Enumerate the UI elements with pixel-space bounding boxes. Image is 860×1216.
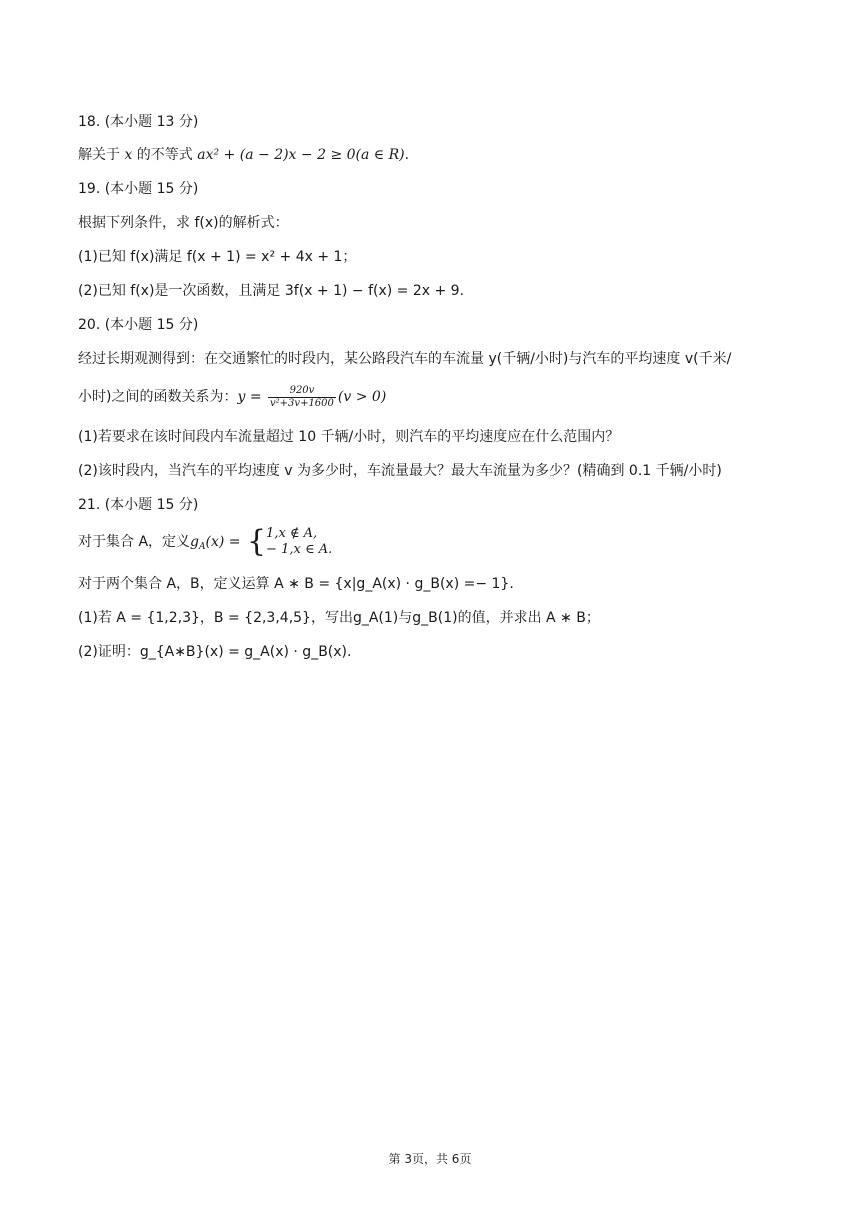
q20-part1: (1)若要求在该时间段内车流量超过 10 千辆/小时，则汽车的平均速度应在什么范围内？ bbox=[78, 429, 620, 445]
page-footer: 第 3页，共 6页 bbox=[388, 1152, 472, 1166]
q19-stem: 根据下列条件，求 f(x)的解析式： bbox=[78, 215, 289, 231]
q20-stem-prefix: 小时)之间的函数关系为： bbox=[78, 389, 238, 405]
q18-stem-mid: 的不等式 bbox=[132, 147, 198, 163]
q20-fraction bbox=[268, 385, 336, 410]
q18-var: x bbox=[124, 147, 133, 163]
q21-op-definition: 对于两个集合 A，B，定义运算 A ∗ B = {x|g_A(x) · g_B(x) =− 1}. bbox=[78, 576, 514, 592]
q20-frac-denominator: v²+3v+1600 bbox=[270, 397, 334, 409]
q21-case1: 1,x ∉ A, bbox=[266, 526, 318, 541]
q18-heading: 18. (本小题 13 分) bbox=[78, 114, 199, 130]
q21-cases bbox=[266, 526, 332, 558]
q18-stem bbox=[78, 145, 409, 165]
q21-part1: (1)若 A = {1,2,3}，B = {2,3,4,5}，写出g_A(1)与g_B(1)的值，并求出 A ∗ B； bbox=[78, 610, 600, 626]
q20-stem-line2 bbox=[78, 382, 386, 412]
q20-frac-numerator: 920v bbox=[268, 385, 336, 398]
q21-g-function: $g_A(x)$ = bbox=[190, 534, 245, 552]
q18-formula: ax² + (a − 2)x − 2 ≥ 0(a ∈ R) bbox=[197, 147, 405, 163]
q21-case2: − 1,x ∈ A. bbox=[266, 542, 333, 557]
q21-brace: { bbox=[246, 524, 267, 559]
q18-stem-end: . bbox=[404, 147, 410, 163]
q21-part2: (2)证明：g_{A∗B}(x) = g_A(x) · g_B(x). bbox=[78, 644, 352, 660]
q20-y-var: y = bbox=[237, 389, 267, 405]
q19-part1: (1)已知 f(x)满足 f(x + 1) = x² + 4x + 1； bbox=[78, 249, 357, 265]
q19-heading: 19. (本小题 15 分) bbox=[78, 181, 199, 197]
q18-stem-prefix: 解关于 bbox=[78, 147, 125, 163]
q21-heading: 21. (本小题 15 分) bbox=[78, 497, 199, 513]
q21-definition bbox=[78, 526, 332, 563]
q20-part2: (2)该时段内，当汽车的平均速度 v 为多少时，车流量最大？最大车流量为多少？(精确到 0.1 千辆/小时) bbox=[78, 463, 722, 479]
q20-domain: (v > 0) bbox=[337, 389, 387, 405]
q20-stem-line1: 经过长期观测得到：在交通繁忙的时段内，某公路段汽车的车流量 y(千辆/小时)与汽车的平均速度 v(千米/ bbox=[78, 351, 732, 367]
q21-def-prefix: 对于集合 A，定义 bbox=[78, 534, 191, 550]
q19-part2: (2)已知 f(x)是一次函数，且满足 3f(x + 1) − f(x) = 2x + 9. bbox=[78, 283, 465, 299]
q20-heading: 20. (本小题 15 分) bbox=[78, 317, 199, 333]
